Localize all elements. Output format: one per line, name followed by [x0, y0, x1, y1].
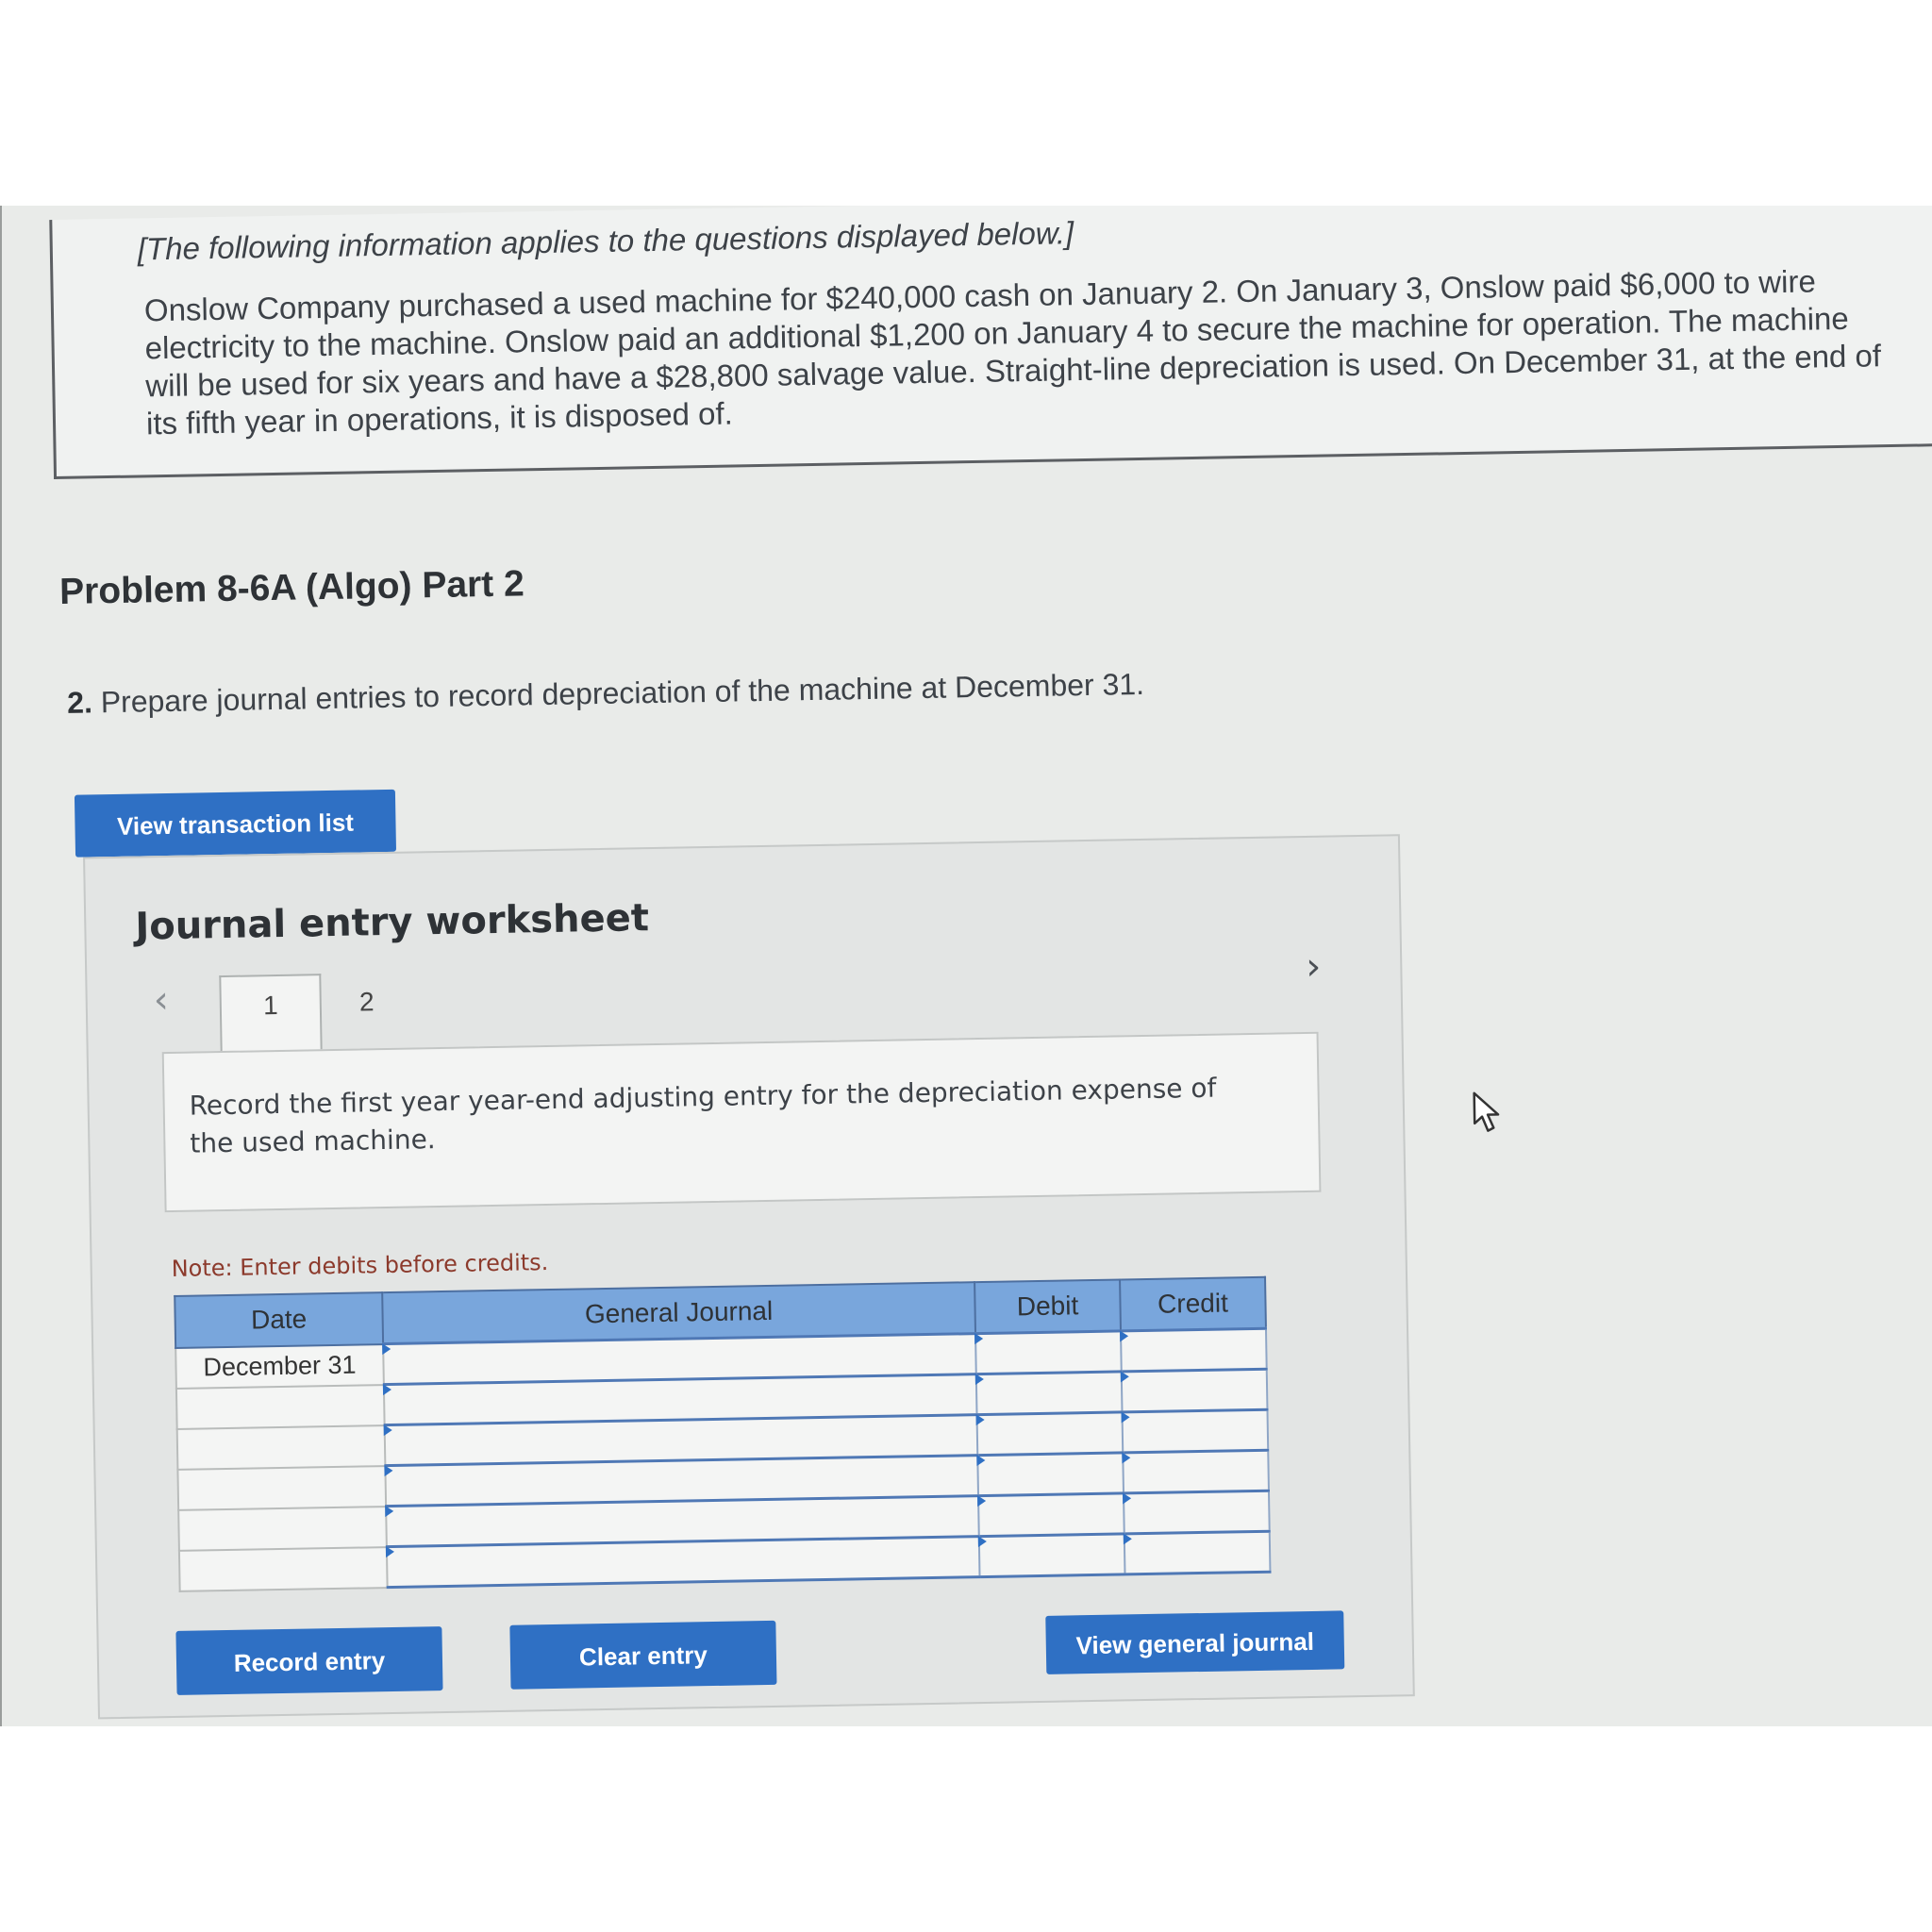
entry-prompt: Record the first year year-end adjusting entry for the depreciation expense of the used machine.	[189, 1072, 1217, 1159]
input-marker-icon	[975, 1374, 984, 1385]
debit-input[interactable]	[976, 1372, 1123, 1415]
dropdown-marker-icon	[386, 1546, 394, 1557]
date-cell	[179, 1547, 388, 1591]
question-text: Prepare journal entries to record depreciation of the machine at December 31.	[100, 666, 1145, 720]
credit-input[interactable]	[1124, 1491, 1270, 1534]
date-header: Date	[175, 1292, 383, 1347]
credit-input[interactable]	[1123, 1409, 1269, 1453]
input-marker-icon	[974, 1333, 983, 1344]
input-marker-icon	[1123, 1492, 1131, 1504]
view-transaction-list-button[interactable]: View transaction list	[75, 790, 396, 858]
problem-title: Problem 8-6A (Algo) Part 2	[58, 563, 525, 612]
tab-1[interactable]: 1	[219, 974, 322, 1055]
debit-header: Debit	[974, 1279, 1121, 1333]
date-cell	[177, 1466, 386, 1510]
assignment-page	[10, 206, 1932, 1726]
credit-input[interactable]	[1122, 1369, 1268, 1412]
general-journal-header: General Journal	[382, 1282, 975, 1343]
entry-prompt-box	[162, 1032, 1322, 1212]
credit-input[interactable]	[1121, 1328, 1267, 1372]
dropdown-marker-icon	[383, 1384, 391, 1395]
debit-input[interactable]	[977, 1412, 1124, 1456]
dropdown-marker-icon	[385, 1506, 393, 1517]
monitor-edge	[0, 206, 2, 1726]
info-panel	[49, 206, 1932, 479]
clear-entry-button[interactable]: Clear entry	[509, 1621, 776, 1690]
debit-input[interactable]	[975, 1331, 1122, 1374]
view-general-journal-button[interactable]: View general journal	[1045, 1610, 1344, 1674]
info-body: Onslow Company purchased a used machine for $240,000 cash on January 2. On January 3, Onslow paid $6,000 to wire electricity to the machine. Onslow paid an additional $1,200 on January 4 to secure the machine for operation. The machine will be used for six years and have a $28,800 salvage value. Straight-line depreciation is used. On December 31, at the end of its fifth year in operations, it is disposed of.	[143, 263, 1882, 441]
dropdown-marker-icon	[382, 1343, 391, 1355]
chevron-right-icon[interactable]: ›	[1305, 944, 1322, 989]
input-marker-icon	[977, 1495, 986, 1507]
mouse-cursor-icon	[1471, 1091, 1509, 1139]
input-marker-icon	[1124, 1533, 1132, 1544]
credit-input[interactable]	[1123, 1450, 1269, 1493]
input-marker-icon	[1121, 1371, 1129, 1382]
credit-header: Credit	[1120, 1277, 1266, 1331]
date-cell	[177, 1425, 386, 1470]
input-marker-icon	[1120, 1330, 1128, 1341]
debit-input[interactable]	[979, 1534, 1125, 1577]
input-marker-icon	[1122, 1452, 1130, 1463]
date-cell	[176, 1385, 385, 1429]
dropdown-marker-icon	[384, 1465, 392, 1476]
input-marker-icon	[976, 1455, 985, 1466]
record-entry-button[interactable]: Record entry	[175, 1626, 442, 1695]
journal-entry-worksheet	[83, 834, 1415, 1719]
note-text: Note: Enter debits before credits.	[171, 1249, 549, 1282]
credit-input[interactable]	[1124, 1531, 1271, 1574]
date-cell: December 31	[175, 1344, 384, 1389]
question	[67, 667, 1144, 721]
input-marker-icon	[978, 1536, 987, 1547]
screen-photo	[0, 206, 1932, 1726]
chevron-left-icon[interactable]: ‹	[153, 978, 170, 1023]
dropdown-marker-icon	[384, 1424, 392, 1436]
journal-table	[174, 1276, 1271, 1592]
date-cell	[178, 1507, 387, 1551]
debit-input[interactable]	[978, 1493, 1124, 1537]
debit-input[interactable]	[977, 1453, 1124, 1496]
input-marker-icon	[976, 1414, 985, 1425]
info-title: [The following information applies to the questions displayed below.]	[137, 215, 1074, 267]
question-number: 2.	[66, 685, 93, 720]
worksheet-title: Journal entry worksheet	[134, 896, 650, 949]
tab-2[interactable]: 2	[358, 987, 375, 1017]
input-marker-icon	[1121, 1411, 1129, 1423]
